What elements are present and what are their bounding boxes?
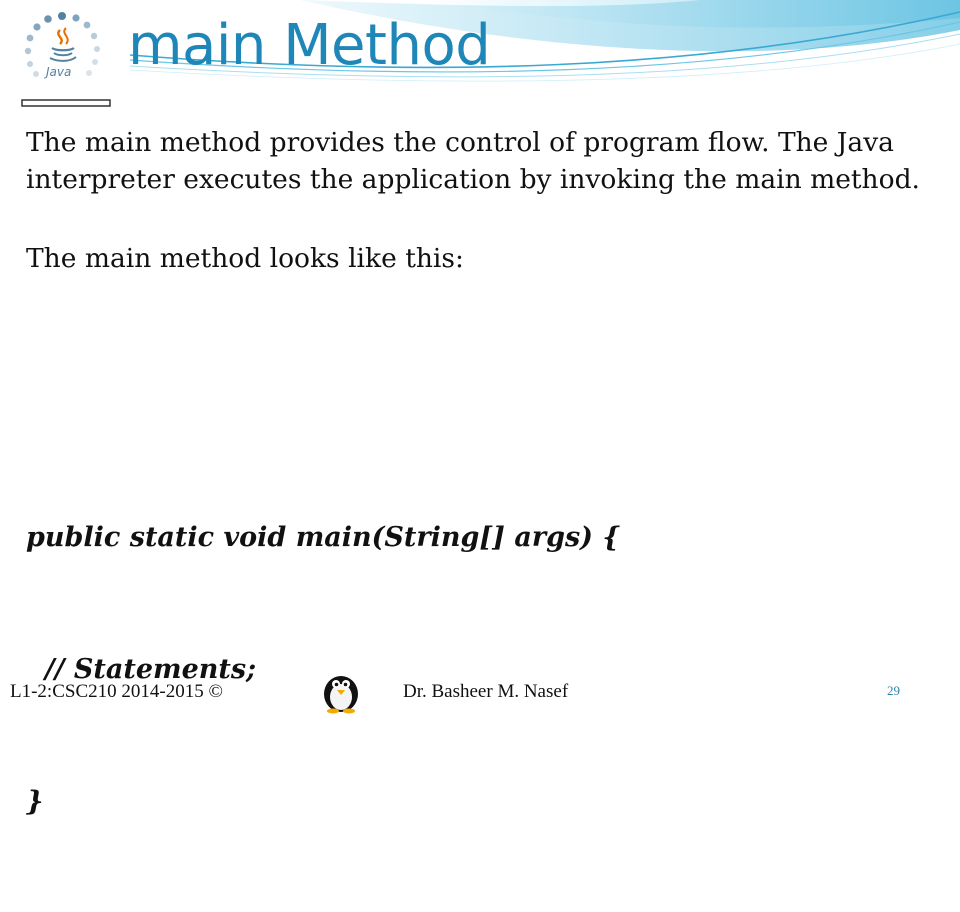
slide-body	[26, 124, 951, 277]
page-number: 29	[887, 683, 900, 698]
code-line-signature: public static void main(String[] args) {	[26, 522, 620, 553]
footer-author: Dr. Basheer M. Nasef	[403, 681, 569, 702]
java-logo-icon	[14, 4, 118, 114]
paragraph-looks-like: The main method looks like this:	[26, 243, 464, 274]
java-logo-text: Java	[46, 65, 72, 79]
penguin-icon	[318, 668, 364, 714]
code-line-close-brace: }	[26, 786, 44, 817]
slide-footer	[0, 668, 960, 720]
java-logo	[14, 4, 118, 114]
slide-title: main Method	[128, 13, 491, 78]
footer-course: L1-2:CSC210 2014-2015 ©	[10, 681, 223, 702]
code-line-comment: // Statements;	[26, 654, 257, 685]
paragraph-main-method-description: The main method provides the control of program flow. The Java interpreter executes the application by invoking the main method.	[26, 127, 920, 195]
